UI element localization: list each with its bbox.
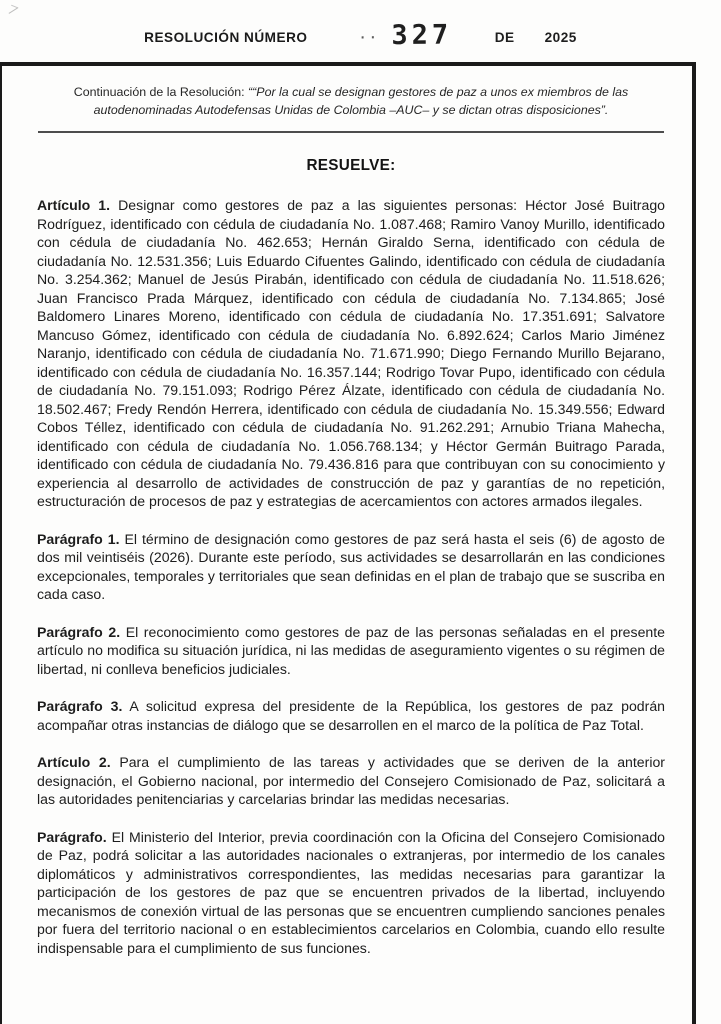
- resolve-heading: RESUELVE:: [306, 157, 396, 174]
- resolution-de-label: DE: [494, 30, 515, 45]
- continuation-quote: ““Por la cual se designan gestores de paz a unos ex miembros de las autodenominadas Autodefensas Unidas de Colombia –AUC– y se dictan otras disposiciones”.: [93, 85, 629, 117]
- paragrafo-3-lead: Parágrafo 3.: [37, 698, 123, 714]
- article-2-text: Para el cumplimiento de las tareas y actividades que se deriven de la anterior designación, el Gobierno nacional, por intermedio del Consejero Comisionado de Paz, solicitará a las autoridades penitenciarias y carcelarias brindar las medidas necesarias.: [37, 754, 665, 807]
- paragrafo-1-lead: Parágrafo 1.: [37, 530, 120, 547]
- paragrafo-final-lead: Parágrafo.: [37, 828, 107, 845]
- stamp-prefix-dots: ..: [359, 27, 380, 42]
- document-frame: [0, 62, 696, 1024]
- resolution-title-label: RESOLUCIÓN NÚMERO: [144, 30, 308, 45]
- paragrafo-3-text: A solicitud expresa del presidente de la República, los gestores de paz podrán acompañar otras instancias de diálogo que se desarrollen en el marco de la política de Paz Total.: [37, 698, 665, 733]
- resolution-year: 2025: [544, 30, 577, 45]
- paragrafo-2-lead: Parágrafo 2.: [37, 623, 121, 640]
- article-2-paragraph: [37, 753, 665, 809]
- paragrafo-2-text: El reconocimiento como gestores de paz de las personas señaladas en el presente artículo no modifica su situación jurídica, ni las medidas de aseguramiento vigentes o su régimen de libertad, ni conlleva beneficios judiciales.: [37, 623, 665, 677]
- resolution-header: [0, 18, 721, 52]
- article-1-lead: Artículo 1.: [37, 197, 111, 213]
- paragrafo-final-paragraph: [37, 828, 665, 958]
- article-2-lead: Artículo 2.: [37, 754, 111, 770]
- paragrafo-1-text: El término de designación como gestores de paz será hasta el seis (6) de agosto de dos mil veintiséis (2026). Durante este período, sus actividades se desarrollarán en las condiciones excepcionales, temporales y territoriales que sean definidas en el plan de trabajo que se suscriba en cada caso.: [37, 530, 666, 602]
- pencil-mark: [8, 4, 24, 14]
- paragrafo-2-paragraph: [37, 623, 665, 679]
- resolution-number-stamp: [359, 20, 453, 52]
- continuation-label: Continuación de la Resolución:: [73, 85, 245, 99]
- article-1-paragraph: [37, 196, 665, 511]
- resolution-number: 327: [391, 19, 453, 52]
- article-1-text: Designar como gestores de paz a las siguientes personas: Héctor José Buitrago Rodríguez, identificado con cédula de ciudadanía No. 1.087.468; Ramiro Vanoy Murillo, identificado con cédula de ciudadanía No. 462.653; Hernán Giraldo Serna, identificado con cédula de ciudadanía No. 12.531.356; Luis Eduardo Cifuentes Galindo, identificado con cédula de ciudadanía No. 3.254.362; Manuel de Jesús Pirabán, identificado con cédula de ciudadanía No. 11.518.626; Juan Francisco Prada Márquez, identificado con cédula de ciudadanía No. 7.134.865; José Baldomero Linares Moreno, identificado con cédula de ciudadanía No. 17.351.691; Salvatore Mancuso Gómez, identificado con cédula de ciudadanía No. 6.892.624; Carlos Mario Jiménez Naranjo, identificado con cédula de ciudadanía No. 71.671.990; Diego Fernando Murillo Bejarano, identificado con cédula de ciudadanía No. 16.357.144; Rodrigo Tovar Pupo, identificado con cédula de ciudadanía No. 79.151.093; Rodrigo Pérez Álzate, identificado con cédula de ciudadanía No. 18.502.467; Fredy Rendón Herrera, identificado con cédula de ciudadanía No. 15.349.556; Edward Cobos Téllez, identificado con cédula de ciudadanía No. 91.262.291; Arnubio Triana Mahecha, identificado con cédula de ciudadanía No. 1.056.768.134; y Héctor Germán Buitrago Parada, identificado con cédula de ciudadanía No. 79.436.816 para que contribuyan con su conocimiento y experiencia al desarrollo de actividades de construcción de paz y garantías de no repetición, estructuración de procesos de paz y estrategias de acercamientos con actores armados ilegales.: [37, 197, 666, 509]
- paragrafo-1-paragraph: [37, 530, 665, 604]
- paragrafo-3-paragraph: [37, 697, 665, 734]
- continuation-note: [47, 84, 655, 119]
- divider-line: [38, 131, 664, 133]
- paragrafo-final-text: El Ministerio del Interior, previa coordinación con la Oficina del Consejero Comisionado de Paz, podrá solicitar a las autoridades nacionales o extranjeras, por intermedio de los canales diplomáticos y administrativos correspondientes, las medidas necesarias para garantizar la participación de los gestores de paz que se encuentren privados de la libertad, incluyendo mecanismos de conexión virtual de las personas que se encuentren cumpliendo sanciones penales por fuera del territorio nacional o en establecimientos carcelarios en Colombia, cuando ello resulte indispensable para el cumplimiento de sus funciones.: [37, 828, 665, 956]
